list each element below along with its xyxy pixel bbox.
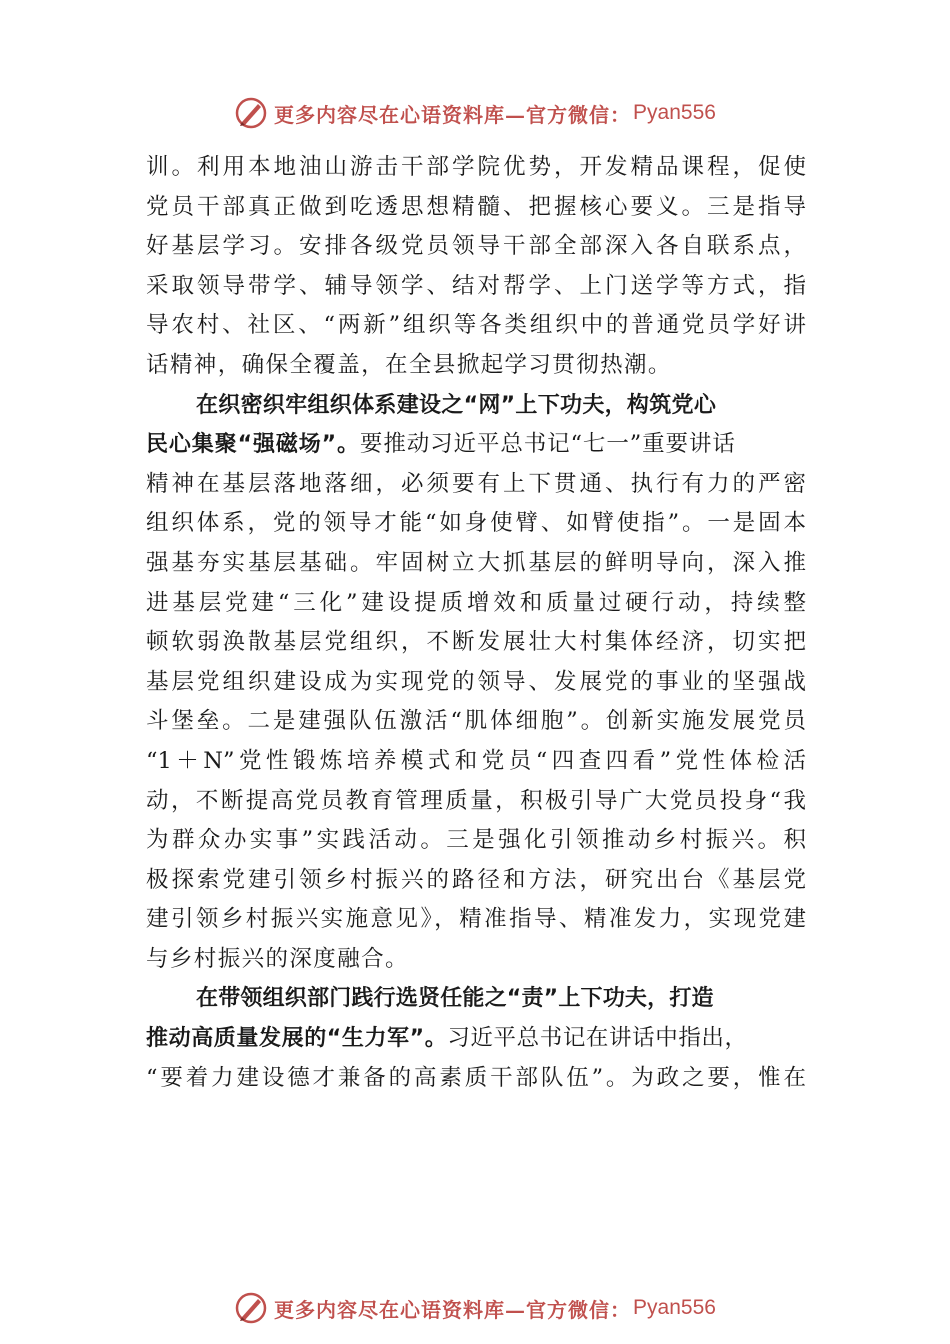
text-line: “要着力建设德才兼备的高素质干部队伍”。为政之要，惟在 <box>146 1064 806 1091</box>
text-line: 导农村、社区、“两新”组织等各类组织中的普通党员学好讲 <box>146 312 806 339</box>
text-line: 建引领乡村振兴实施意见》，精准指导、精准发力，实现党建 <box>146 906 806 933</box>
section-heading: 在带领组织部门践行选贤任能之“责”上下功夫，打造 <box>196 986 714 1012</box>
header-watermark <box>0 93 950 133</box>
text-line: 顿软弱涣散基层党组织，不断发展壮大村集体经济，切实把 <box>146 629 806 656</box>
text-line <box>146 425 806 465</box>
wechat-id: Pyan556 <box>633 101 716 124</box>
text-line: 动，不断提高党员教育管理质量，积极引导广大党员投身“我 <box>146 787 806 814</box>
paragraph-1 <box>146 148 806 386</box>
text-line: 话精神，确保全覆盖，在全县掀起学习贯彻热潮。 <box>146 351 672 378</box>
section-heading-cont: 推动高质量发展的“生力军”。 <box>146 1026 448 1052</box>
text-line: 与乡村振兴的深度融合。 <box>146 945 409 972</box>
footer-watermark <box>0 1288 950 1328</box>
wechat-id: Pyan556 <box>633 1296 716 1319</box>
pen-logo-icon <box>234 96 268 130</box>
paragraph-3 <box>146 979 806 1098</box>
text-line: 为群众办实事”实践活动。三是强化引领推动乡村振兴。积 <box>146 827 806 854</box>
text-line: 党员干部真正做到吃透思想精髓、把握核心要义。三是指导 <box>146 193 806 220</box>
text-run: 要推动习近平总书记“七一”重要讲话 <box>359 431 736 458</box>
text-line: 基层党组织建设成为实现党的领导、发展党的事业的坚强战 <box>146 668 806 695</box>
text-line: 强基夯实基层基础。牢固树立大抓基层的鲜明导向，深入推 <box>146 549 806 576</box>
text-line: 组织体系，党的领导才能“如身使臂、如臂使指”。一是固本 <box>146 510 806 537</box>
document-body <box>146 148 806 1098</box>
text-run: 习近平总书记在讲话中指出， <box>447 1025 748 1052</box>
text-line: 精神在基层落地落细，必须要有上下贯通、执行有力的严密 <box>146 470 806 497</box>
text-line: 训。利用本地油山游击干部学院优势，开发精品课程，促使 <box>146 154 806 180</box>
paragraph-2 <box>146 386 806 980</box>
text-line: 极探索党建引领乡村振兴的路径和方法，研究出台《基层党 <box>146 866 806 893</box>
text-line: 采取领导带学、辅导领学、结对帮学、上门送学等方式，指 <box>146 272 806 299</box>
text-line <box>146 1019 806 1059</box>
banner-text: 更多内容尽在心语资料库—官方微信： <box>274 102 632 127</box>
section-heading-cont: 民心集聚“强磁场”。 <box>146 432 360 458</box>
text-line: 好基层学习。安排各级党员领导干部全部深入各自联系点， <box>146 233 806 260</box>
pen-logo-icon <box>234 1291 268 1325</box>
text-line: “1＋N”党性锻炼培养模式和党员“四查四看”党性体检活 <box>146 747 806 774</box>
text-line: 进基层党建“三化”建设提质增效和质量过硬行动，持续整 <box>146 589 806 616</box>
section-heading: 在织密织牢组织体系建设之“网”上下功夫，构筑党心 <box>196 392 717 418</box>
banner-text: 更多内容尽在心语资料库—官方微信： <box>274 1297 632 1322</box>
text-line: 斗堡垒。二是建强队伍激活“肌体细胞”。创新实施发展党员 <box>146 708 806 735</box>
